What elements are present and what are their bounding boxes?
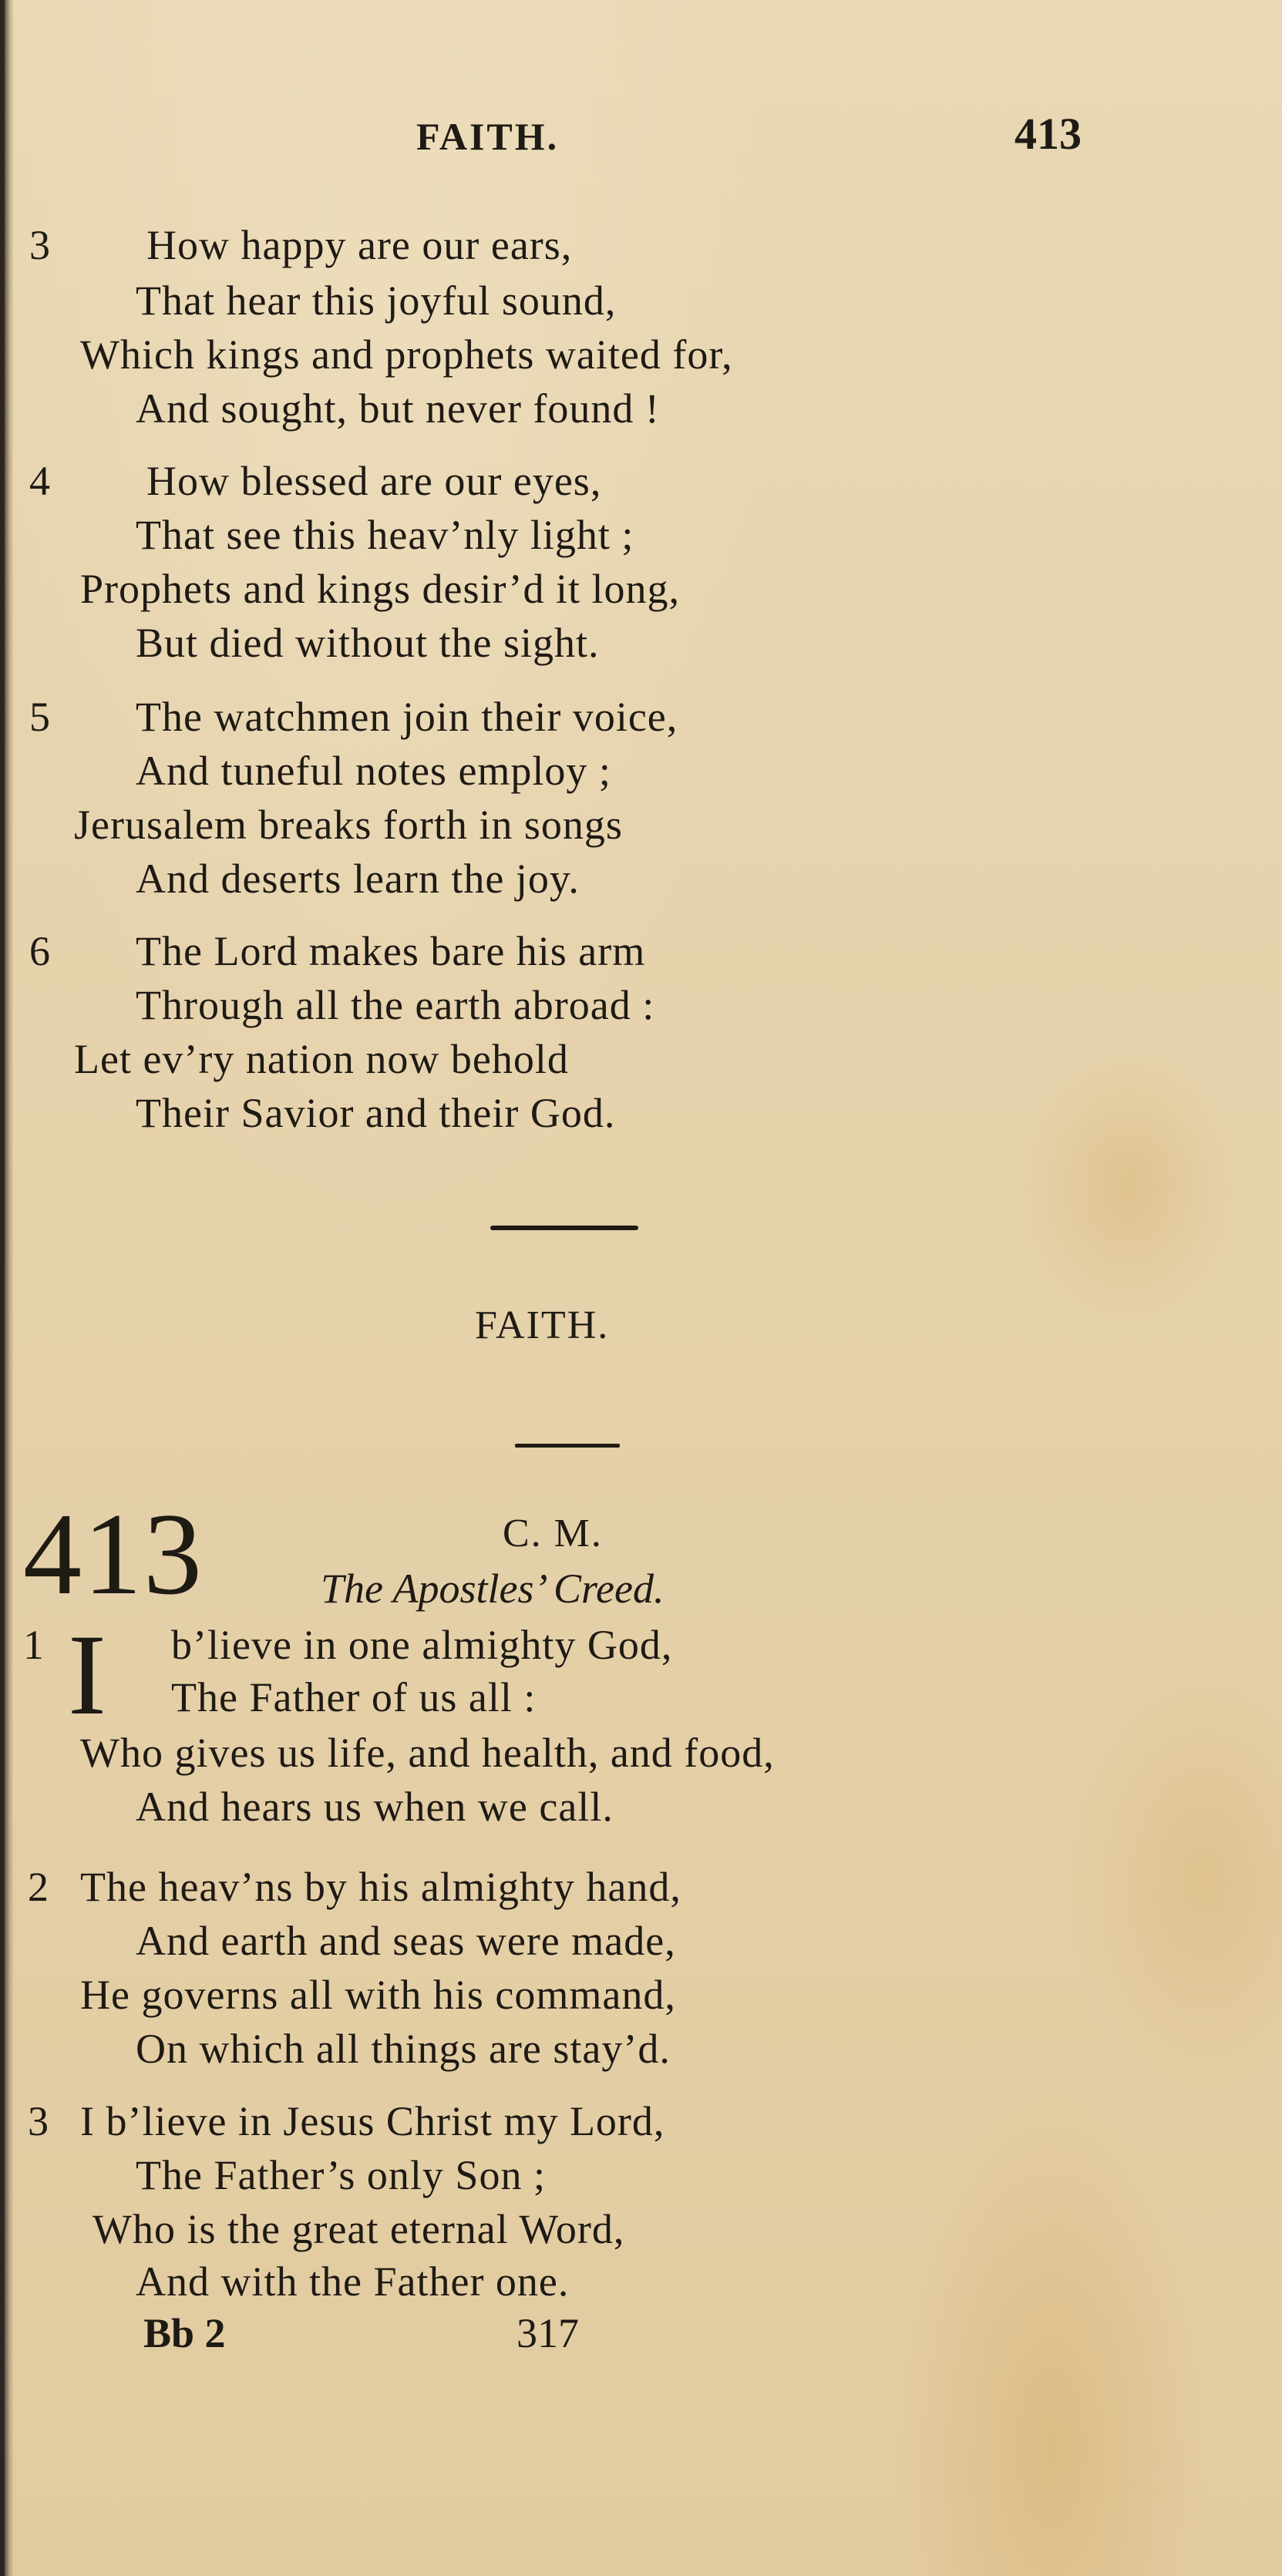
verse-number: 3 xyxy=(29,222,50,268)
verse-line: Who gives us life, and health, and food, xyxy=(80,1730,775,1776)
verse-line: Jerusalem breaks forth in songs xyxy=(74,802,623,848)
verse-line: Who is the great eternal Word, xyxy=(93,2206,625,2252)
verse-line: Their Savior and their God. xyxy=(136,1090,616,1136)
section-title: FAITH. xyxy=(475,1303,610,1347)
verse-line: The Father’s only Son ; xyxy=(136,2152,546,2198)
hymn-number: 413 xyxy=(23,1489,204,1619)
hymn-title: The Apostles’ Creed. xyxy=(321,1565,665,1612)
verse-line: How happy are our ears, xyxy=(146,222,573,268)
verse-line: But died without the sight. xyxy=(136,620,600,666)
page-spine-edge xyxy=(0,0,14,2576)
section-divider-rule xyxy=(490,1226,638,1230)
running-header-title: FAITH. xyxy=(416,115,560,158)
verse-line: Prophets and kings desir’d it long, xyxy=(80,566,680,612)
verse-line: The Lord makes bare his arm xyxy=(136,928,646,974)
verse-line: And deserts learn the joy. xyxy=(136,856,580,902)
verse-line: And earth and seas were made, xyxy=(136,1918,676,1964)
verse-number: 5 xyxy=(29,694,50,740)
verse-line: The watchmen join their voice, xyxy=(136,694,678,740)
verse-number: 6 xyxy=(29,928,50,974)
footer-page-number: 317 xyxy=(517,2310,579,2356)
verse-number: 2 xyxy=(28,1864,49,1910)
hymn-meter: C. M. xyxy=(503,1512,603,1555)
verse-line: Let ev’ry nation now behold xyxy=(74,1036,569,1082)
section-divider-rule xyxy=(515,1444,620,1448)
drop-cap: I xyxy=(68,1611,106,1739)
verse-line: Which kings and prophets waited for, xyxy=(80,331,733,378)
verse-line: That hear this joyful sound, xyxy=(136,277,617,324)
verse-line: The Father of us all : xyxy=(171,1674,537,1720)
verse-line: He governs all with his command, xyxy=(80,1972,676,2018)
verse-line: That see this heav’nly light ; xyxy=(136,512,634,558)
verse-line: b’lieve in one almighty God, xyxy=(171,1622,673,1668)
running-header-page-number: 413 xyxy=(1014,109,1082,159)
verse-line: And sought, but never found ! xyxy=(136,385,660,432)
verse-line: And with the Father one. xyxy=(136,2258,570,2305)
verse-line: Through all the earth abroad : xyxy=(136,982,655,1028)
verse-line: And hears us when we call. xyxy=(136,1784,614,1830)
verse-line: How blessed are our eyes, xyxy=(146,458,602,504)
verse-number: 4 xyxy=(29,458,50,504)
verse-line: On which all things are stay’d. xyxy=(136,2026,671,2072)
verse-number: 3 xyxy=(28,2098,49,2144)
verse-line: And tuneful notes employ ; xyxy=(136,748,611,794)
signature-mark: Bb 2 xyxy=(143,2310,226,2356)
verse-line: I b’lieve in Jesus Christ my Lord, xyxy=(80,2098,665,2144)
verse-number: 1 xyxy=(23,1622,44,1668)
verse-line: The heav’ns by his almighty hand, xyxy=(80,1864,681,1910)
